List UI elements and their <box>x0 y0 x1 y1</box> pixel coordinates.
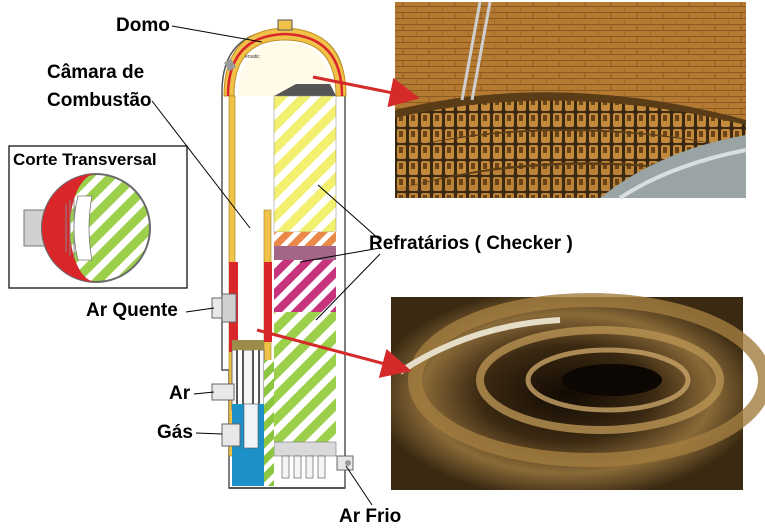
label-ar-quente: Ar Quente <box>86 300 178 321</box>
label-refratarios: Refratários ( Checker ) <box>369 233 573 254</box>
label-ar-frio: Ar Frio <box>339 506 402 527</box>
label-camara-line2: Combustão <box>47 90 152 111</box>
combustion-chamber-photo <box>391 297 765 490</box>
label-domo: Domo <box>116 15 170 36</box>
label-ar: Ar <box>169 383 191 404</box>
label-corte-transversal: Corte Transversal <box>13 150 157 169</box>
dome-tag: ersatic <box>245 54 260 60</box>
label-camara-line1: Câmara de <box>47 62 145 83</box>
stove-body <box>212 20 353 488</box>
checker-photo <box>395 2 746 198</box>
label-gas: Gás <box>157 422 193 443</box>
